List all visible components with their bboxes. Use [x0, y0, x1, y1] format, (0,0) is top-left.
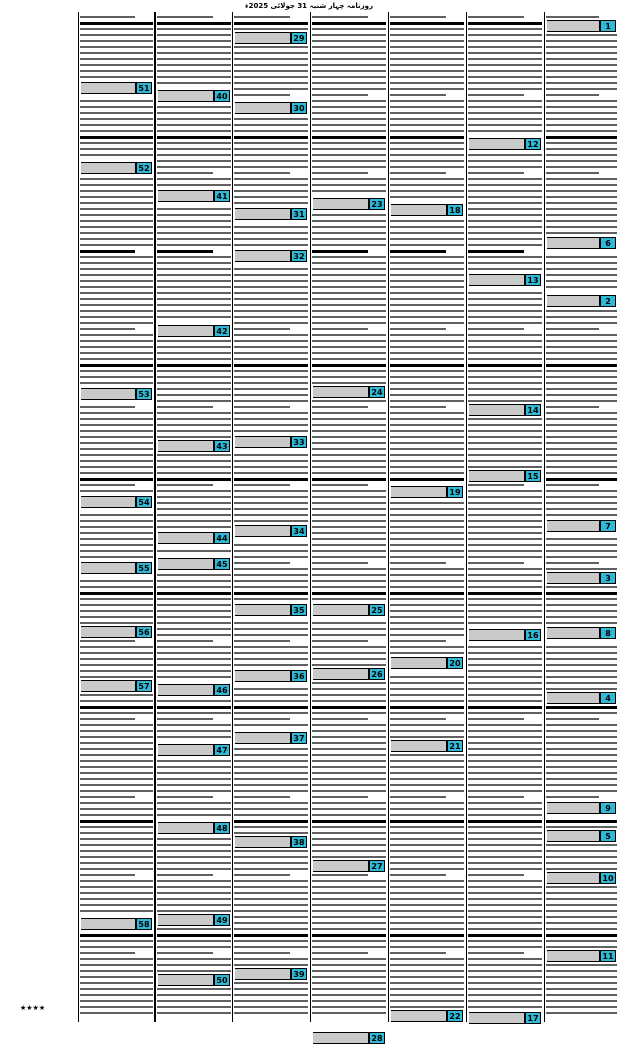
ad-number: 44 [214, 532, 230, 544]
ad-number-bar [547, 20, 600, 32]
ad-number: 22 [447, 1010, 463, 1022]
ad-number-box [235, 436, 307, 448]
ad-number-box [313, 860, 385, 872]
ad-number-bar [547, 520, 600, 532]
ad-number: 18 [447, 204, 463, 216]
ad-number-bar [81, 496, 136, 508]
ad-number-bar [547, 572, 600, 584]
ad-number-box [547, 692, 616, 704]
ad-number: 11 [600, 950, 616, 962]
ad-number: 42 [214, 325, 230, 337]
ad-number: 40 [214, 90, 230, 102]
ad-number-box [547, 20, 616, 32]
ad-number-bar [235, 968, 291, 980]
ad-number-box [158, 744, 230, 756]
ad-number-bar [469, 404, 525, 416]
ad-number-bar [235, 732, 291, 744]
ad-number: 49 [214, 914, 230, 926]
column-5 [232, 12, 309, 1022]
ad-number-box [158, 190, 230, 202]
ad-number-bar [235, 32, 291, 44]
ad-number-box [469, 138, 541, 150]
ad-number: 54 [136, 496, 152, 508]
ad-number-box [81, 162, 152, 174]
ad-number: 39 [291, 968, 307, 980]
ad-number-box [81, 562, 152, 574]
ad-number: 5 [600, 830, 616, 842]
ad-number-box [235, 836, 307, 848]
ad-number: 56 [136, 626, 152, 638]
ad-number: 51 [136, 82, 152, 94]
ad-number: 30 [291, 102, 307, 114]
ad-number-box [235, 102, 307, 114]
ad-number-bar [469, 629, 525, 641]
ad-number: 13 [525, 274, 541, 286]
ad-number: 23 [369, 198, 385, 210]
ad-number-box [158, 974, 230, 986]
ad-number-box [313, 1032, 385, 1044]
ad-number-box [81, 388, 152, 400]
ad-number: 10 [600, 872, 616, 884]
ad-number-box [81, 680, 152, 692]
ad-number: 31 [291, 208, 307, 220]
ad-number: 8 [600, 627, 616, 639]
footer-stars: ★★★★ [20, 1004, 46, 1012]
ad-number: 37 [291, 732, 307, 744]
ad-number-box [547, 627, 616, 639]
ad-number-bar [547, 950, 600, 962]
ad-number-bar [469, 1012, 525, 1024]
ad-number-box [547, 830, 616, 842]
ad-number-box [469, 1012, 541, 1024]
ad-number: 52 [136, 162, 152, 174]
ad-number-box [391, 740, 463, 752]
ad-number-box [547, 802, 616, 814]
ad-number-box [158, 822, 230, 834]
ad-number: 21 [447, 740, 463, 752]
ad-number: 28 [369, 1032, 385, 1044]
ad-number-bar [235, 102, 291, 114]
ad-number-box [313, 668, 385, 680]
column-4 [310, 12, 387, 1043]
ad-number-box [469, 629, 541, 641]
ad-number: 20 [447, 657, 463, 669]
ad-number-bar [158, 974, 214, 986]
ad-number-bar [158, 684, 214, 696]
column-3 [388, 12, 465, 1022]
ad-number-box [547, 872, 616, 884]
ad-number: 55 [136, 562, 152, 574]
ad-number-box [391, 204, 463, 216]
ad-number-box [235, 525, 307, 537]
ad-number-box [235, 968, 307, 980]
ad-number-bar [391, 486, 447, 498]
ad-number-box [158, 325, 230, 337]
ad-number-box [391, 486, 463, 498]
ad-number: 15 [525, 470, 541, 482]
text-lines [468, 12, 542, 1022]
ad-number-box [81, 82, 152, 94]
column-2 [466, 12, 543, 1022]
classified-columns [2, 12, 616, 1043]
text-lines [390, 12, 464, 1022]
ad-number-box [391, 1010, 463, 1022]
ad-number-bar [158, 822, 214, 834]
ad-number-box [158, 558, 230, 570]
ad-number: 32 [291, 250, 307, 262]
ad-number: 57 [136, 680, 152, 692]
ad-number-box [235, 732, 307, 744]
ad-number-bar [235, 670, 291, 682]
ad-number-box [235, 32, 307, 44]
ad-number-box [547, 295, 616, 307]
ad-number: 27 [369, 860, 385, 872]
ad-number: 2 [600, 295, 616, 307]
column-7 [78, 12, 155, 1022]
ad-number-bar [313, 604, 369, 616]
ad-number: 16 [525, 629, 541, 641]
ad-number: 34 [291, 525, 307, 537]
ad-number-bar [158, 532, 214, 544]
ad-number-box [547, 572, 616, 584]
ad-number-bar [235, 436, 291, 448]
ad-number: 29 [291, 32, 307, 44]
ad-number-box [158, 684, 230, 696]
ad-number-box [81, 496, 152, 508]
ad-number-box [158, 532, 230, 544]
ad-number-bar [313, 198, 369, 210]
text-lines [157, 12, 231, 1022]
ad-number: 1 [600, 20, 616, 32]
ad-number-box [235, 604, 307, 616]
ad-number-bar [391, 740, 447, 752]
ad-number: 36 [291, 670, 307, 682]
ad-number: 25 [369, 604, 385, 616]
ad-number-bar [158, 744, 214, 756]
ad-number-bar [313, 668, 369, 680]
text-lines [234, 12, 308, 1022]
ad-number-box [158, 90, 230, 102]
ad-number-bar [158, 90, 214, 102]
ad-number-box [158, 440, 230, 452]
ad-number: 50 [214, 974, 230, 986]
ad-number: 53 [136, 388, 152, 400]
ad-number: 43 [214, 440, 230, 452]
ad-number: 33 [291, 436, 307, 448]
ad-number-box [235, 670, 307, 682]
ad-number: 58 [136, 918, 152, 930]
ad-number: 38 [291, 836, 307, 848]
ad-number-bar [391, 204, 447, 216]
ad-number-bar [547, 237, 600, 249]
ad-number-bar [81, 82, 136, 94]
ad-number-box [547, 237, 616, 249]
ad-number: 47 [214, 744, 230, 756]
newspaper-date-header: روزنامہ چہار شنبہ 31 جولائی 2025ء [245, 2, 373, 10]
ad-number-box [313, 604, 385, 616]
ad-number-bar [158, 440, 214, 452]
ad-number-bar [313, 386, 369, 398]
ad-number-bar [469, 274, 525, 286]
ad-number: 17 [525, 1012, 541, 1024]
ad-number-box [235, 250, 307, 262]
ad-number: 41 [214, 190, 230, 202]
ad-number-bar [547, 802, 600, 814]
ad-number-bar [81, 162, 136, 174]
ad-number: 12 [525, 138, 541, 150]
ad-number-bar [313, 860, 369, 872]
ad-number-box [469, 404, 541, 416]
ad-number-box [547, 950, 616, 962]
ad-number-bar [235, 604, 291, 616]
ad-number-bar [81, 626, 136, 638]
ad-number: 4 [600, 692, 616, 704]
ad-number: 35 [291, 604, 307, 616]
ad-number-box [391, 657, 463, 669]
column-6 [155, 12, 232, 1022]
ad-number: 48 [214, 822, 230, 834]
ad-number-bar [235, 208, 291, 220]
ad-number-bar [469, 138, 525, 150]
ad-number-box [313, 198, 385, 210]
ad-number-bar [158, 914, 214, 926]
ad-number-bar [158, 325, 214, 337]
ad-number: 19 [447, 486, 463, 498]
ad-number: 9 [600, 802, 616, 814]
ad-number-bar [547, 295, 600, 307]
ad-number-bar [235, 836, 291, 848]
ad-number-bar [547, 830, 600, 842]
ad-number-box [469, 470, 541, 482]
ad-number-bar [81, 388, 136, 400]
ad-number: 45 [214, 558, 230, 570]
ad-number-bar [81, 680, 136, 692]
ad-number-box [81, 918, 152, 930]
ad-number: 14 [525, 404, 541, 416]
ad-number-bar [235, 525, 291, 537]
ad-number-bar [547, 692, 600, 704]
ad-number-bar [235, 250, 291, 262]
ad-number: 24 [369, 386, 385, 398]
ad-number-bar [547, 872, 600, 884]
ad-number: 46 [214, 684, 230, 696]
ad-number-box [313, 386, 385, 398]
ad-number-bar [158, 190, 214, 202]
ad-number: 3 [600, 572, 616, 584]
ad-number-bar [81, 918, 136, 930]
column-1 [544, 12, 618, 1022]
ad-number-bar [547, 627, 600, 639]
ad-number-bar [158, 558, 214, 570]
ad-number: 26 [369, 668, 385, 680]
ad-number-box [469, 274, 541, 286]
ad-number-bar [469, 470, 525, 482]
ad-number-bar [391, 657, 447, 669]
text-lines [546, 12, 617, 1022]
ad-number-box [235, 208, 307, 220]
ad-number: 7 [600, 520, 616, 532]
ad-number-box [158, 914, 230, 926]
ad-number: 6 [600, 237, 616, 249]
ad-number-bar [391, 1010, 447, 1022]
ad-number-bar [313, 1032, 369, 1044]
ad-number-box [547, 520, 616, 532]
ad-number-box [81, 626, 152, 638]
ad-number-bar [81, 562, 136, 574]
